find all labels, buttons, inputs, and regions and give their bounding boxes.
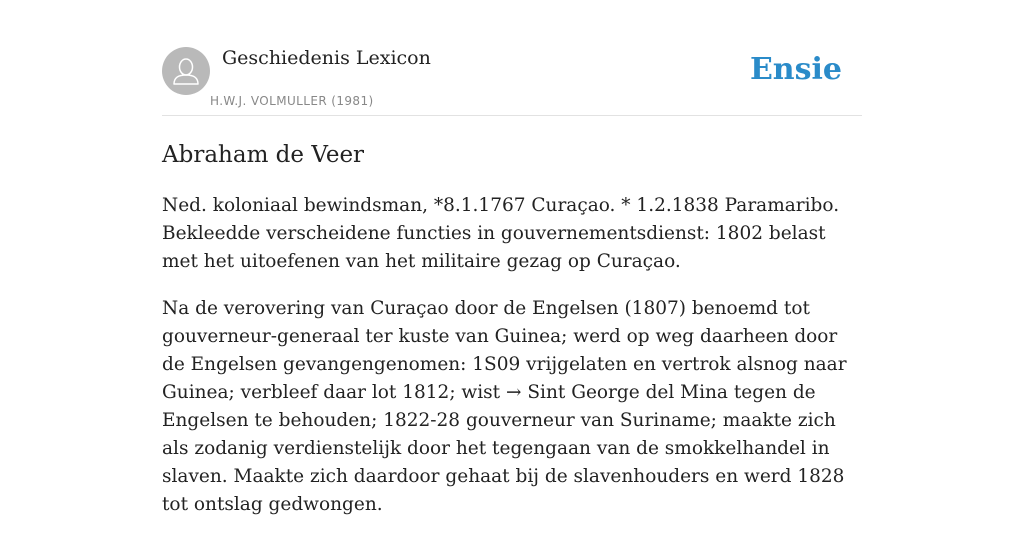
header-divider (162, 115, 862, 116)
author-avatar (162, 47, 210, 95)
article-body (162, 192, 862, 538)
brand-logo[interactable]: Ensie (749, 52, 842, 87)
source-author[interactable]: H.W.J. VOLMULLER (1981) (210, 94, 374, 108)
source-title[interactable]: Geschiedenis Lexicon (222, 47, 431, 69)
article-paragraph: Na de verovering van Curaçao door de Engelsen (1807) benoemd tot gouverneur-generaal ter kuste van Guinea; werd op weg daarheen door de Engelsen gevangengenomen: 1S09 vrijgelaten en vertrok alsnog naar Guinea; verbleef daar lot 1812; wist → Sint George del Mina tegen de Engelsen te behouden; 1822-28 gouverneur van Suriname; maakte zich als zodanig verdienstelijk door het tegengaan van de smokkelhandel in slaven. Maakte zich daardoor gehaat bij de slavenhouders en werd 1828 tot ontslag gedwongen. (162, 298, 847, 515)
user-avatar-icon (162, 47, 210, 95)
article-title: Abraham de Veer (162, 142, 365, 168)
article-paragraph: Ned. koloniaal bewindsman, *8.1.1767 Curaçao. * 1.2.1838 Paramaribo. Bekleedde verscheidene functies in gouvernementsdienst: 1802 belast met het uitoefenen van het militaire gezag op Curaçao. (162, 195, 840, 272)
